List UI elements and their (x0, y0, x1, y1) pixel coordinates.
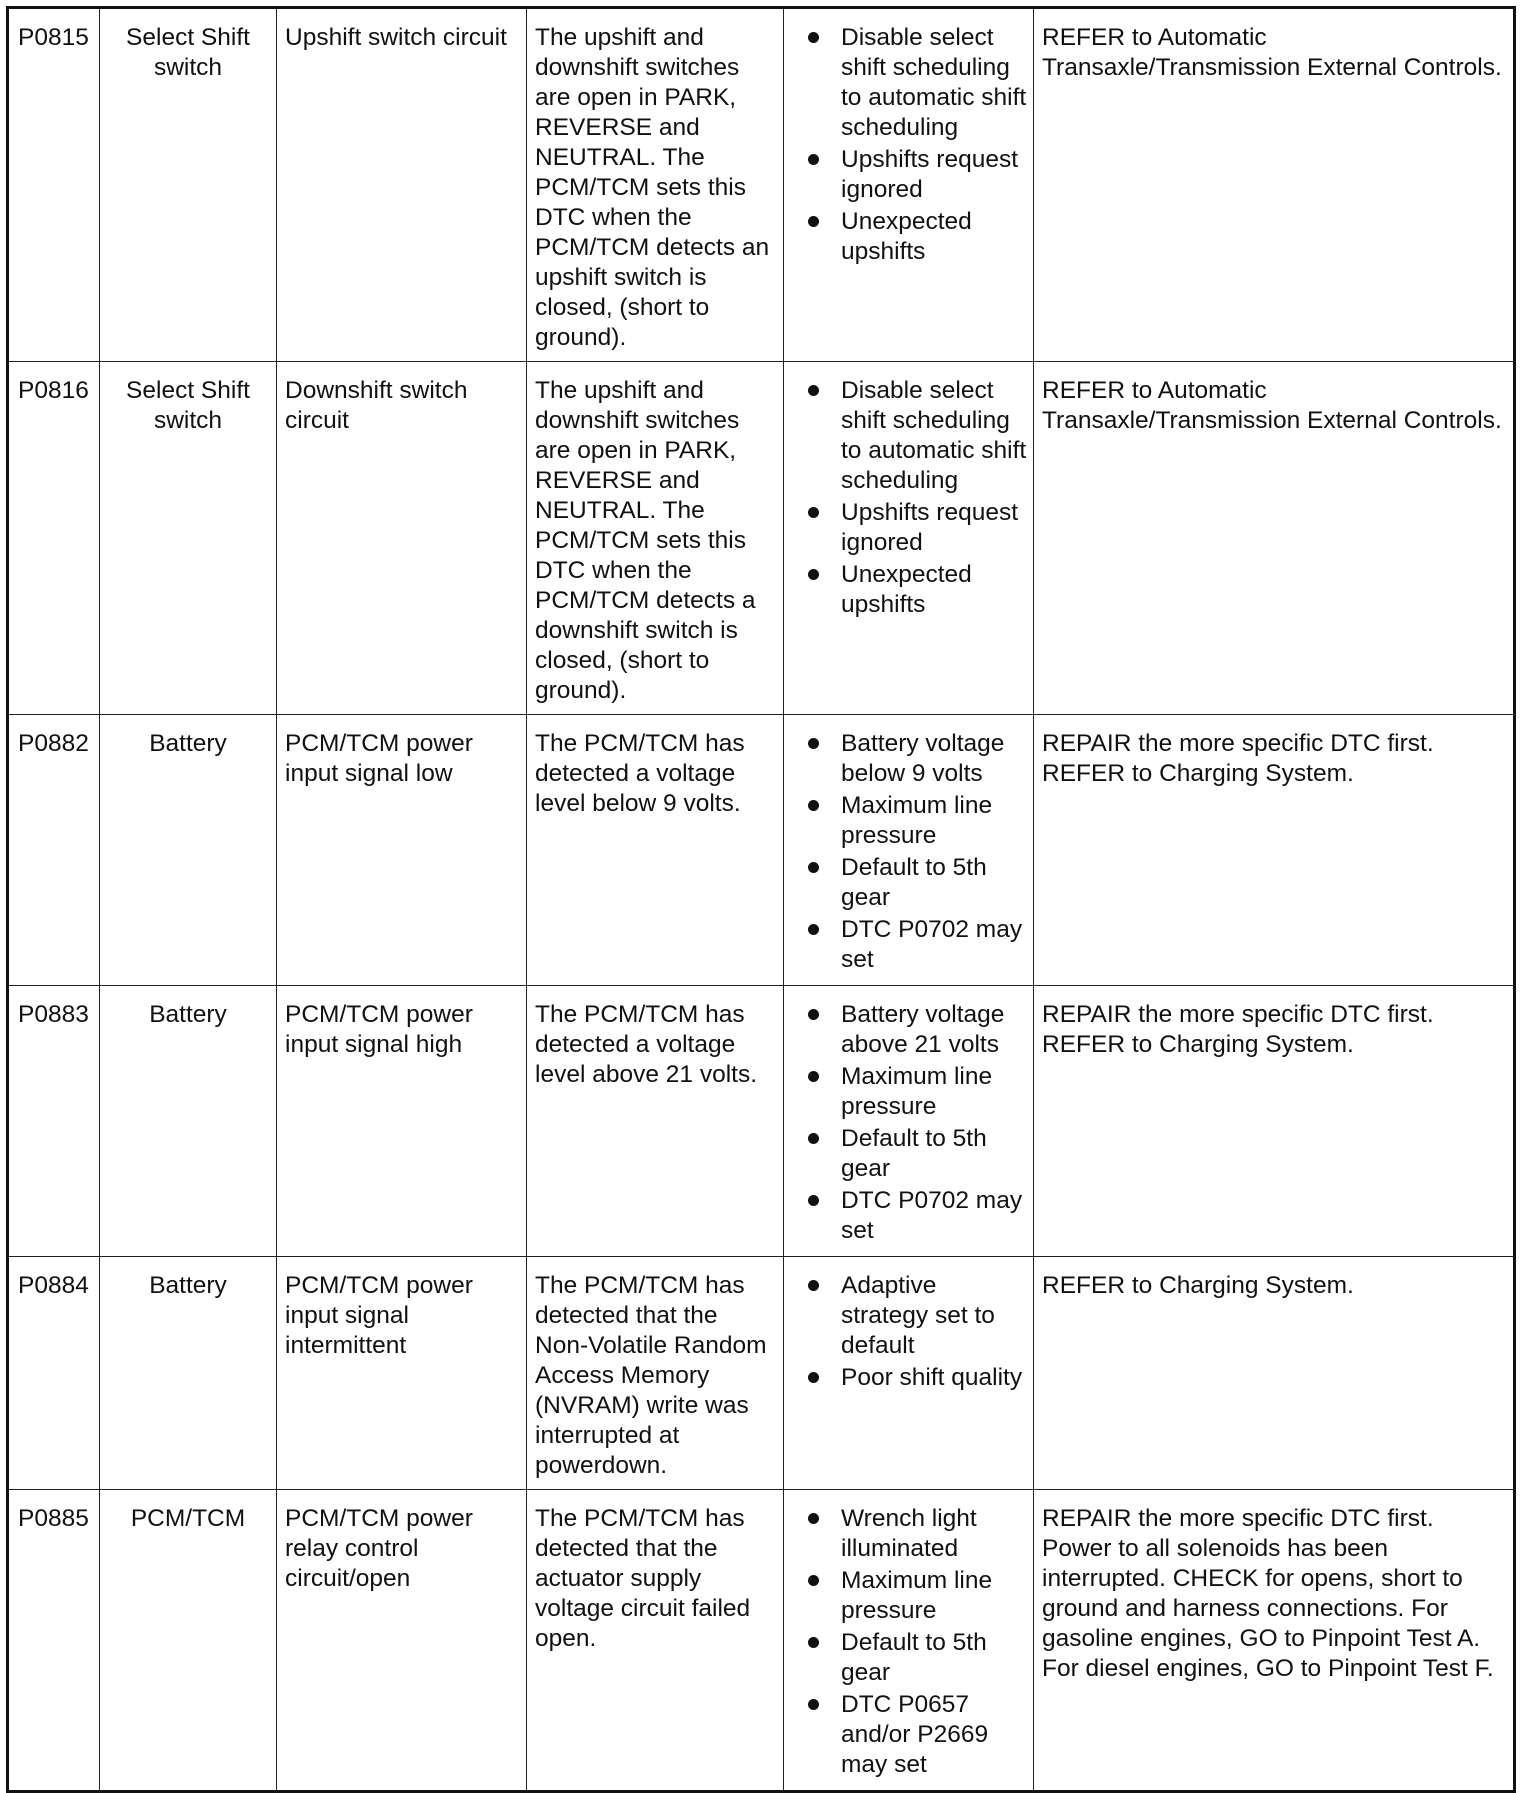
description-cell: PCM/TCM power relay control circuit/open (277, 1490, 527, 1792)
action-cell: REFER to Charging System. (1034, 1257, 1515, 1490)
action-cell: REPAIR the more specific DTC first. REFER to Charging System. (1034, 715, 1515, 986)
dtc-code-cell: P0882 (8, 715, 100, 986)
condition-cell: The PCM/TCM has detected that the actuator supply voltage circuit failed open. (527, 1490, 784, 1792)
symptoms-cell (784, 362, 1034, 715)
symptom-item: Maximum line pressure (808, 1566, 1027, 1626)
symptom-item: Battery voltage below 9 volts (808, 729, 1027, 789)
symptom-item: Wrench light illuminated (808, 1504, 1027, 1564)
symptoms-cell (784, 1257, 1034, 1490)
symptom-item: Unexpected upshifts (808, 207, 1027, 267)
symptom-list (808, 1000, 1027, 1246)
symptom-item: Disable select shift scheduling to automatic shift scheduling (808, 376, 1027, 496)
symptoms-cell (784, 715, 1034, 986)
dtc-table (6, 6, 1516, 1793)
dtc-code-cell: P0816 (8, 362, 100, 715)
dtc-table-body (8, 8, 1515, 1792)
symptom-item: Adaptive strategy set to default (808, 1271, 1027, 1361)
dtc-code-cell: P0885 (8, 1490, 100, 1792)
condition-cell: The PCM/TCM has detected a voltage level above 21 volts. (527, 986, 784, 1257)
symptom-item: Battery voltage above 21 volts (808, 1000, 1027, 1060)
symptom-item: Disable select shift scheduling to automatic shift scheduling (808, 23, 1027, 143)
symptom-item: Maximum line pressure (808, 791, 1027, 851)
symptom-item: DTC P0657 and/or P2669 may set (808, 1690, 1027, 1780)
component-cell: Battery (100, 715, 277, 986)
symptom-item: Unexpected upshifts (808, 560, 1027, 620)
condition-cell: The upshift and downshift switches are open in PARK, REVERSE and NEUTRAL. The PCM/TCM sets this DTC when the PCM/TCM detects a downshift switch is closed, (short to ground). (527, 362, 784, 715)
symptom-item: Upshifts request ignored (808, 145, 1027, 205)
table-row (8, 8, 1515, 362)
action-cell: REPAIR the more specific DTC first. REFER to Charging System. (1034, 986, 1515, 1257)
symptoms-cell (784, 986, 1034, 1257)
description-cell: Upshift switch circuit (277, 8, 527, 362)
table-row (8, 986, 1515, 1257)
condition-cell: The upshift and downshift switches are open in PARK, REVERSE and NEUTRAL. The PCM/TCM sets this DTC when the PCM/TCM detects an upshift switch is closed, (short to ground). (527, 8, 784, 362)
symptom-list (808, 1271, 1027, 1393)
component-cell: Select Shift switch (100, 362, 277, 715)
component-cell: PCM/TCM (100, 1490, 277, 1792)
symptom-list (808, 1504, 1027, 1780)
symptoms-cell (784, 1490, 1034, 1792)
symptom-item: Default to 5th gear (808, 1124, 1027, 1184)
description-cell: PCM/TCM power input signal high (277, 986, 527, 1257)
dtc-code-cell: P0815 (8, 8, 100, 362)
symptom-list (808, 23, 1027, 267)
component-cell: Battery (100, 986, 277, 1257)
component-cell: Battery (100, 1257, 277, 1490)
description-cell: Downshift switch circuit (277, 362, 527, 715)
action-cell: REFER to Automatic Transaxle/Transmission External Controls. (1034, 8, 1515, 362)
table-row (8, 362, 1515, 715)
symptom-item: DTC P0702 may set (808, 915, 1027, 975)
symptom-item: Default to 5th gear (808, 853, 1027, 913)
condition-cell: The PCM/TCM has detected that the Non-Volatile Random Access Memory (NVRAM) write was interrupted at powerdown. (527, 1257, 784, 1490)
action-cell: REFER to Automatic Transaxle/Transmission External Controls. (1034, 362, 1515, 715)
symptoms-cell (784, 8, 1034, 362)
symptom-item: Poor shift quality (808, 1363, 1027, 1393)
table-row (8, 715, 1515, 986)
symptom-item: Default to 5th gear (808, 1628, 1027, 1688)
symptom-list (808, 729, 1027, 975)
description-cell: PCM/TCM power input signal low (277, 715, 527, 986)
dtc-code-cell: P0884 (8, 1257, 100, 1490)
dtc-code-cell: P0883 (8, 986, 100, 1257)
symptom-list (808, 376, 1027, 620)
table-row (8, 1257, 1515, 1490)
component-cell: Select Shift switch (100, 8, 277, 362)
symptom-item: Maximum line pressure (808, 1062, 1027, 1122)
action-cell: REPAIR the more specific DTC first. Power to all solenoids has been interrupted. CHECK for opens, short to ground and harness connections. For gasoline engines, GO to Pinpoint Test A. For diesel engines, GO to Pinpoint Test F. (1034, 1490, 1515, 1792)
description-cell: PCM/TCM power input signal intermittent (277, 1257, 527, 1490)
table-row (8, 1490, 1515, 1792)
condition-cell: The PCM/TCM has detected a voltage level below 9 volts. (527, 715, 784, 986)
symptom-item: DTC P0702 may set (808, 1186, 1027, 1246)
symptom-item: Upshifts request ignored (808, 498, 1027, 558)
